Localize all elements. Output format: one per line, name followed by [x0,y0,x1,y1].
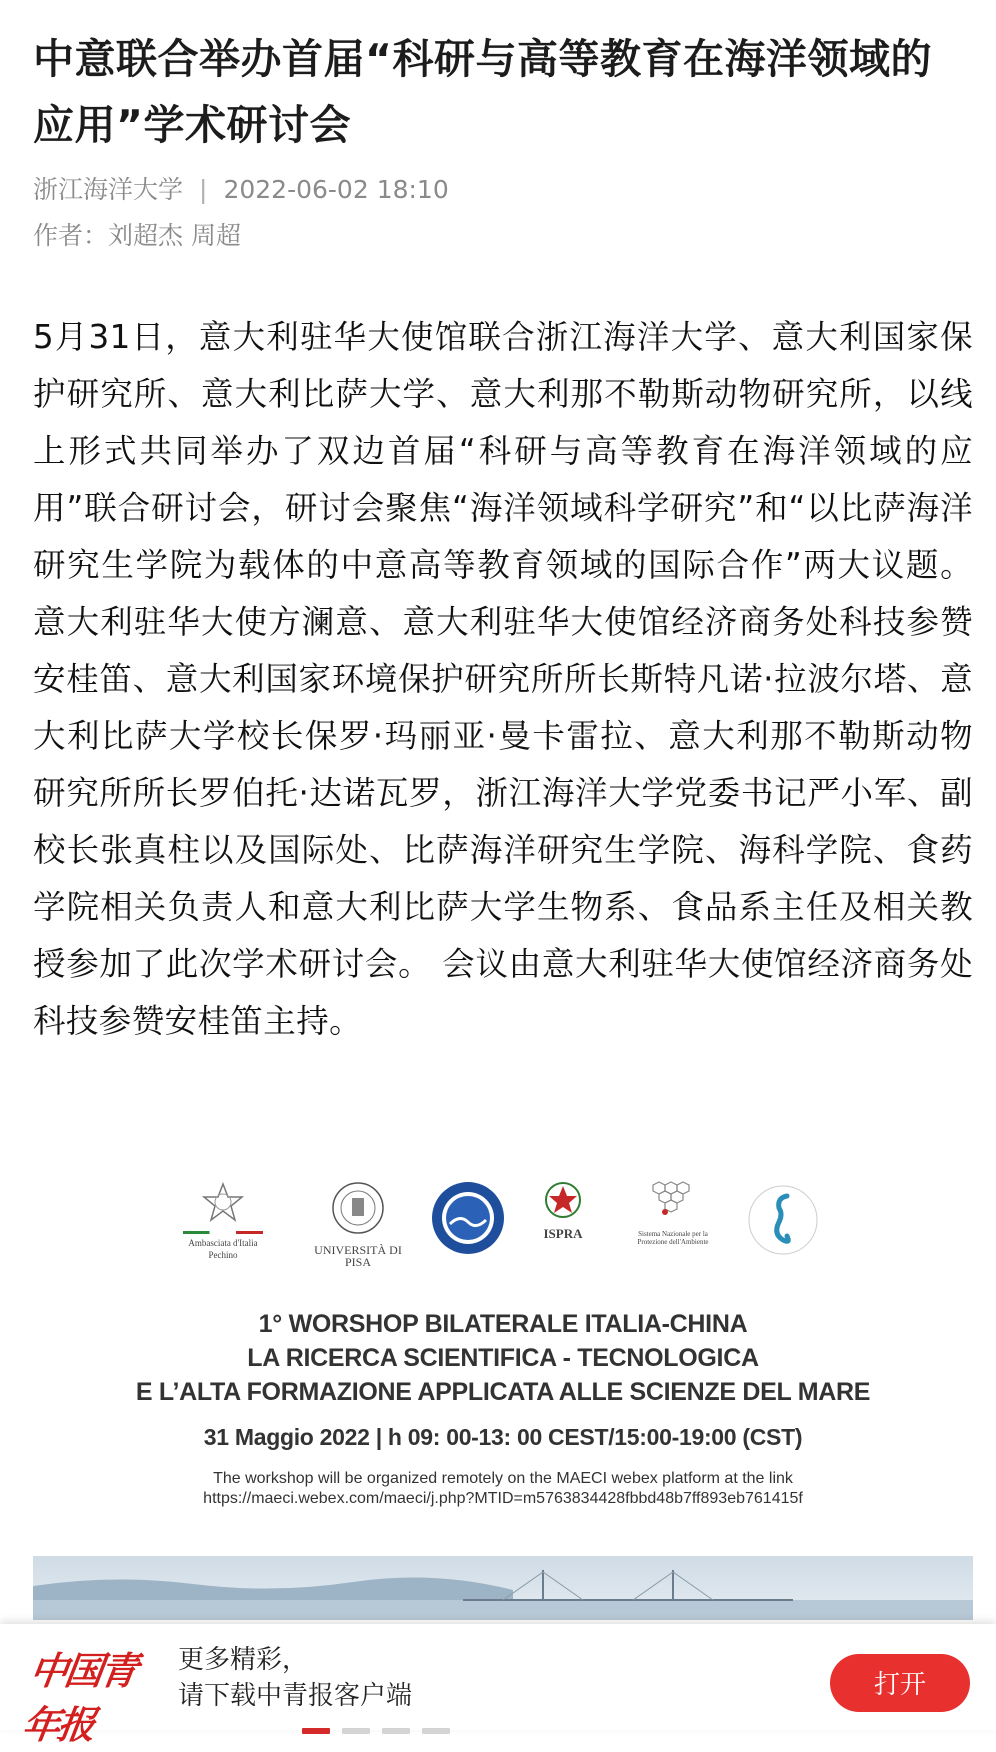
logo-caption: Ambasciata d'Italia Pechino [188,1238,258,1260]
promo-text [178,1642,412,1714]
page-indicator [302,1719,462,1725]
page-dot [422,1728,450,1734]
seahorse-icon [733,1180,833,1265]
page-dot [302,1728,330,1734]
promo-line-2: 请下载中青报客户端 [178,1681,413,1711]
zhejiang-ocean-university-icon [428,1180,508,1261]
poster-note: The workshop will be organized remotely on the MAECI webex platform at the link [213,1470,793,1487]
page-dot [382,1728,410,1734]
italy-emblem-icon [173,1180,273,1261]
article-datetime: 2022-06-02 18:10 [223,175,449,204]
poster-link: https://maeci.webex.com/maeci/j.php?MTID=m5763834428fbbd48b7ff893eb761415f [203,1490,803,1507]
ispra-emblem-icon [523,1180,603,1240]
poster-title-line3: E L’ALTA FORMAZIONE APPLICATA ALLE SCIENZE DEL MARE [135,1378,871,1406]
poster-title-line1: 1° WORSHOP BILATERALE ITALIA-CHINA [258,1310,748,1338]
page-dot [342,1728,370,1734]
snpa-hexagon-icon [623,1180,723,1246]
article-body: 5月31日，意大利驻华大使馆联合浙江海洋大学、意大利国家保护研究所、意大利比萨大学、意大利那不勒斯动物研究所，以线上形式共同举办了双边首届“科研与高等教育在海洋领域的应用”联合研讨会，研讨会聚焦“海洋领域科学研究”和“以比萨海洋研究生学院为载体的中意高等教育领域的国际合作”两大议题。 意大利驻华大使方澜意、意大利驻华大使馆经济商务处科技参赞安桂笛、意大利国家环境保护研究所所长斯特凡诺·拉波尔塔、意大利比萨大学校长保罗·玛丽亚·曼卡雷拉、意大利那不勒斯动物研究所所长罗伯托·达诺瓦罗，浙江海洋大学党委书记严小军、副校长张真柱以及国际处、比萨海洋研究生学院、海科学院、食药学院相关负责人和意大利比萨大学生物系、食品系主任及相关教授参加了此次学术研讨会。 会议由意大利驻华大使馆经济商务处科技参赞安桂笛主持。 [33,318,973,1040]
university-pisa-seal-icon [303,1180,413,1268]
promo-line-1: 更多精彩， [178,1645,309,1675]
poster-title-line2: LA RICERCA SCIENTIFICA - TECNOLOGICA [247,1344,759,1372]
article-source[interactable]: 浙江海洋大学 [33,175,184,204]
logo-caption: Sistema Nazionale per la Protezione dell'Ambiente [637,1230,709,1246]
article-title: 中意联合举办首届“科研与高等教育在海洋领域的应用”学术研讨会 [33,35,932,149]
app-download-bar [0,1624,996,1747]
poster-date-line: 31 Maggio 2022 | h 09: 00-13: 00 CEST/15:00-19:00 (CST) [203,1424,803,1450]
logo-caption: ISPRA [543,1226,583,1241]
poster-logo-row [33,1180,973,1290]
open-app-button[interactable]: 打开 [830,1654,970,1712]
workshop-poster-image [33,1180,973,1620]
brand-logo[interactable]: 中国青年报 [19,1648,139,1747]
article-meta [33,170,449,206]
meta-separator: | [199,175,208,204]
article-author: 作者：刘超杰 周超 [33,221,241,250]
bridge-photo [33,1556,973,1620]
logo-caption: UNIVERSITÀ DI PISA [314,1243,402,1269]
